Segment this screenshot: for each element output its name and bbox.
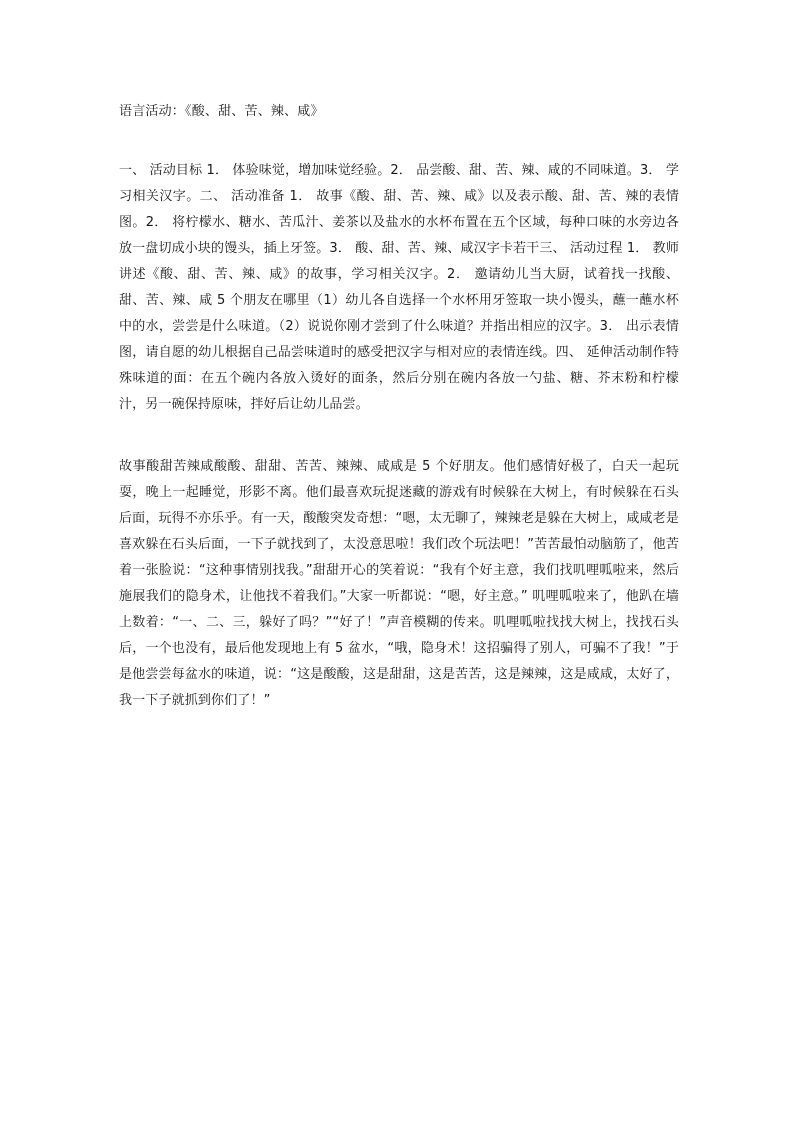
document-title: 语言活动：《酸、甜、苦、辣、咸》	[119, 104, 324, 119]
activity-plan-paragraph: 一、 活动目标 1． 体验味觉，增加味觉经验。2． 品尝酸、甜、苦、辣、咸的不同味道。3． 学习相关汉字。二、 活动准备 1． 故事《酸、甜、苦、辣、咸》以及表示酸、甜、苦、辣的表情图。2． 将柠檬水、糖水、苦瓜汁、姜茶以及盐水的水杯布置在五个区域，每种口味的水旁边各放一盘切成小块的馒头，插上牙签。3． 酸、甜、苦、辣、咸汉字卡若干三、 活动过程 1． 教师讲述《酸、甜、苦、辣、咸》的故事，学习相关汉字。2． 邀请幼儿当大厨，试着找一找酸、甜、苦、辣、咸 5 个朋友在哪里（1）幼儿各自选择一个水杯用牙签取一块小馒头，蘸一蘸水杯中的水，尝尝是什么味道。（2）说说你刚才尝到了什么味道？并指出相应的汉字。3． 出示表情图，请自愿的幼儿根据自己品尝味道时的感受把汉字与相对应的表情连线。四、 延伸活动制作特殊味道的面：在五个碗内各放入烫好的面条，然后分别在碗内各放一勺盐、糖、芥末粉和柠檬汁，另一碗保持原味，拌好后让幼儿品尝。	[119, 163, 679, 412]
story-paragraph: 故事酸甜苦辣咸酸酸、甜甜、苦苦、辣辣、咸咸是 5 个好朋友。他们感情好极了，白天一起玩耍，晚上一起睡觉，形影不离。他们最喜欢玩捉迷藏的游戏有时候躲在大树上，有时候躲在石头后面，玩得不亦乐乎。有一天，酸酸突发奇想：“嗯，太无聊了，辣辣老是躲在大树上，咸咸老是喜欢躲在石头后面，一下子就找到了，太没意思啦！我们改个玩法吧！”苦苦最怕动脑筋了，他苦着一张脸说：“这种事情别找我。”甜甜开心的笑着说：“我有个好主意，我们找叽哩呱啦来，然后施展我们的隐身术，让他找不着我们。”大家一听都说：“嗯，好主意。” 叽哩呱啦来了，他趴在墙上数着：“一、二、三，躲好了吗？”“好了！”声音模糊的传来。叽哩呱啦找找大树上，找找石头后，一个也没有，最后他发现地上有 5 盆水，“哦，隐身术！这招骗得了别人，可骗不了我！”于是他尝尝每盆水的味道，说：“这是酸酸，这是甜甜，这是苦苦，这是辣辣，这是咸咸，太好了，我一下子就抓到你们了！”	[119, 459, 679, 708]
document-body	[119, 100, 679, 714]
